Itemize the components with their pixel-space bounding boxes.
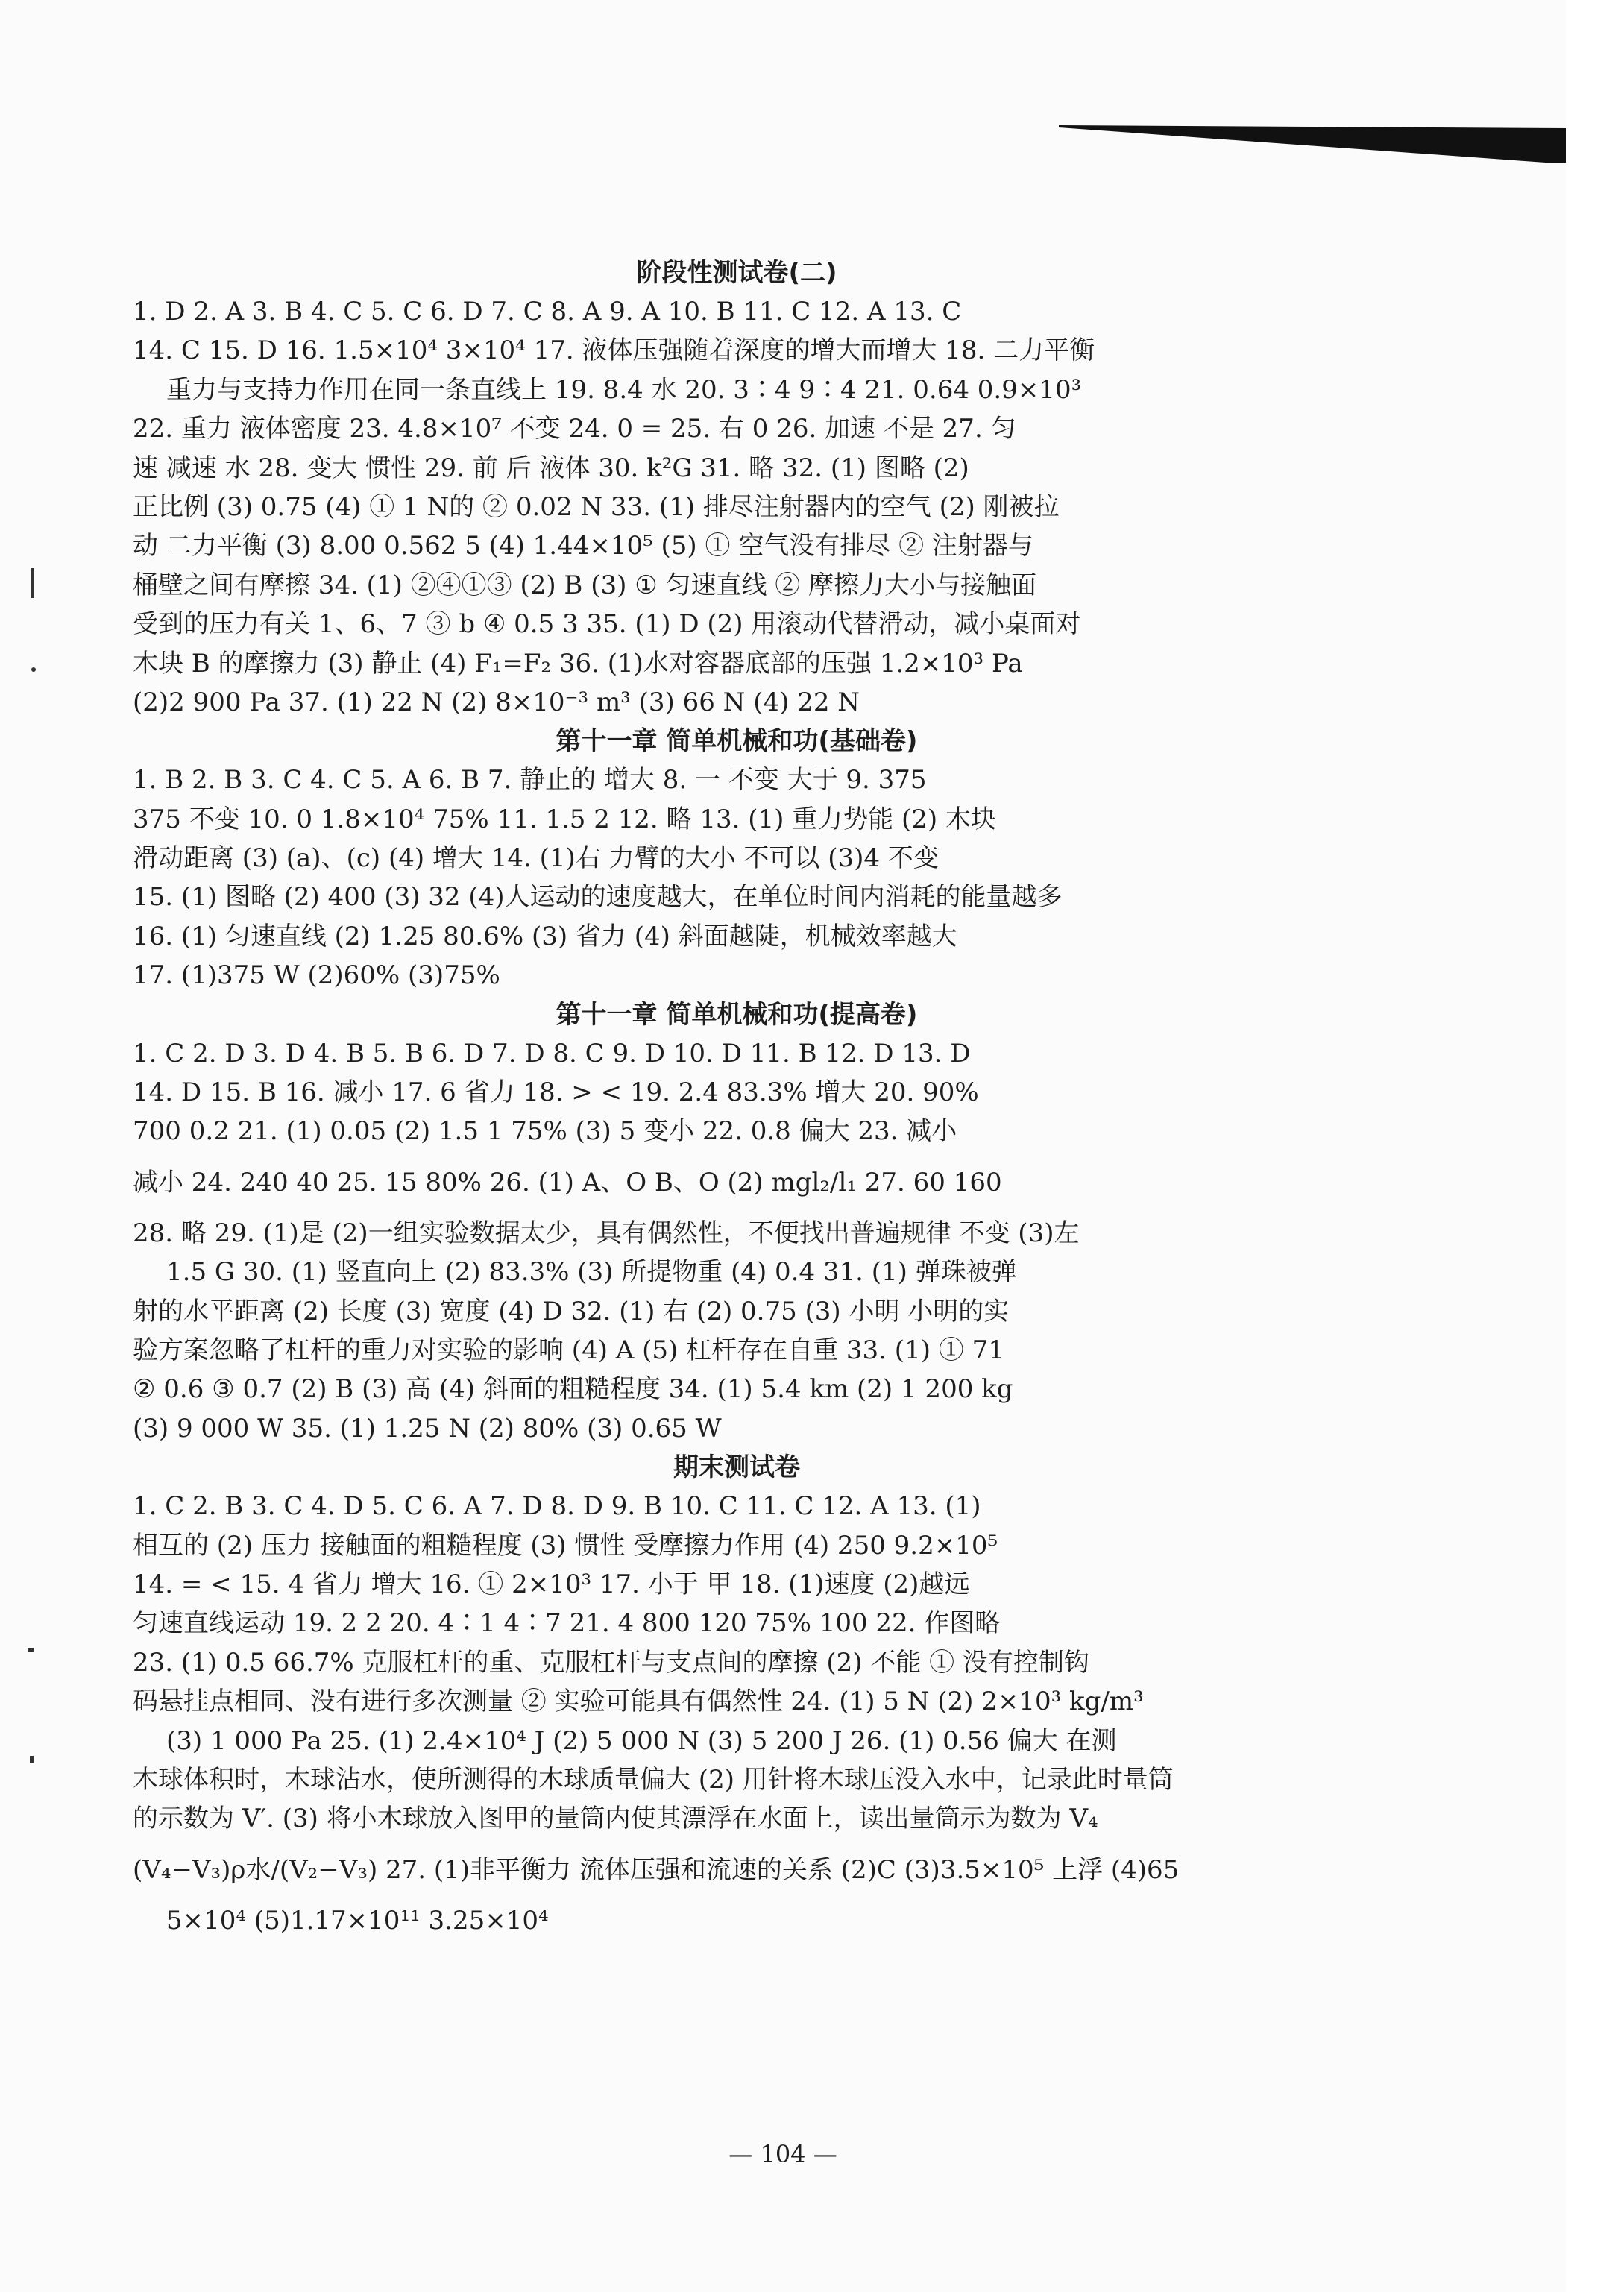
answer-line: 5×10⁴ (5)1.17×10¹¹ 3.25×10⁴	[166, 1905, 549, 1936]
answer-line: 木球体积时，木球沾水，使所测得的木球质量偏大 (2) 用针将木球压没入水中，记录此时量筒	[133, 1764, 1174, 1795]
answer-line: 1. B 2. B 3. C 4. C 5. A 6. B 7. 静止的 增大 8. 一 不变 大于 9. 375	[133, 765, 927, 796]
section-title: 第十一章 简单机械和功(提高卷)	[556, 999, 918, 1030]
margin-mark	[28, 1648, 34, 1652]
answer-line: 23. (1) 0.5 66.7% 克服杠杆的重、克服杠杆与支点间的摩擦 (2) 不能 ① 没有控制钩	[133, 1647, 1089, 1678]
margin-mark	[31, 568, 34, 598]
answer-line: 速 减速 水 28. 变大 惯性 29. 前 后 液体 30. k²G 31. 略 32. (1) 图略 (2)	[133, 453, 969, 483]
answer-line: 滑动距离 (3) (a)、(c) (4) 增大 14. (1)右 力臂的大小 不可以 (3)4 不变	[133, 843, 939, 874]
answer-line: 动 二力平衡 (3) 8.00 0.562 5 (4) 1.44×10⁵ (5) ① 空气没有排尽 ② 注射器与	[133, 531, 1033, 561]
answer-line: 1. C 2. B 3. C 4. D 5. C 6. A 7. D 8. D 9. B 10. C 11. C 12. A 13. (1)	[133, 1491, 981, 1522]
answer-line: 375 不变 10. 0 1.8×10⁴ 75% 11. 1.5 2 12. 略 13. (1) 重力势能 (2) 木块	[133, 804, 996, 834]
answer-line: 验方案忽略了杠杆的重力对实验的影响 (4) A (5) 杠杆存在自重 33. (1) ① 71	[133, 1335, 1004, 1365]
answer-line: 14. = < 15. 4 省力 增大 16. ① 2×10³ 17. 小于 甲 18. (1)速度 (2)越远	[133, 1569, 970, 1599]
corner-black-bar	[1059, 125, 1566, 163]
answer-line: ② 0.6 ③ 0.7 (2) B (3) 高 (4) 斜面的粗糙程度 34. (1) 5.4 km (2) 1 200 kg	[133, 1374, 1013, 1405]
answer-line: (V₄−V₃)ρ水/(V₂−V₃) 27. (1)非平衡力 流体压强和流速的关系 (2)C (3)3.5×10⁵ 上浮 (4)65	[133, 1854, 1180, 1885]
answer-line: 匀速直线运动 19. 2 2 20. 4∶1 4∶7 21. 4 800 120 75% 100 22. 作图略	[133, 1608, 1001, 1639]
answer-line: 17. (1)375 W (2)60% (3)75%	[133, 960, 500, 991]
section-title: 阶段性测试卷(二)	[636, 258, 837, 288]
answer-line: 的示数为 V′. (3) 将小木球放入图甲的量筒内使其漂浮在水面上，读出量筒示为数为 V₄	[133, 1804, 1098, 1834]
answer-line: 相互的 (2) 压力 接触面的粗糙程度 (3) 惯性 受摩擦力作用 (4) 250 9.2×10⁵	[133, 1530, 998, 1561]
answer-line: (3) 9 000 W 35. (1) 1.25 N (2) 80% (3) 0.65 W	[133, 1413, 722, 1443]
margin-mark	[31, 667, 36, 672]
answer-line: 22. 重力 液体密度 23. 4.8×10⁷ 不变 24. 0 = 25. 右 0 26. 加速 不是 27. 匀	[133, 414, 1016, 444]
answer-line: 减小 24. 240 40 25. 15 80% 26. (1) A、O B、O (2) mgl₂/l₁ 27. 60 160	[133, 1167, 1002, 1197]
answer-line: (3) 1 000 Pa 25. (1) 2.4×10⁴ J (2) 5 000 N (3) 5 200 J 26. (1) 0.56 偏大 在测	[166, 1725, 1117, 1756]
answer-line: 正比例 (3) 0.75 (4) ① 1 N的 ② 0.02 N 33. (1) 排尽注射器内的空气 (2) 刚被拉	[133, 491, 1060, 522]
answer-line: 桶壁之间有摩擦 34. (1) ②④①③ (2) B (3) ① 匀速直线 ② 摩擦力大小与接触面	[133, 570, 1037, 600]
answer-line: (2)2 900 Pa 37. (1) 22 N (2) 8×10⁻³ m³ (3) 66 N (4) 22 N	[133, 687, 860, 717]
answer-line: 15. (1) 图略 (2) 400 (3) 32 (4)人运动的速度越大，在单位时间内消耗的能量越多	[133, 882, 1063, 913]
answer-line: 木块 B 的摩擦力 (3) 静止 (4) F₁=F₂ 36. (1)水对容器底部的压强 1.2×10³ Pa	[133, 648, 1023, 679]
answer-line: 1. D 2. A 3. B 4. C 5. C 6. D 7. C 8. A 9. A 10. B 11. C 12. A 13. C	[133, 297, 962, 327]
answer-line: 1. C 2. D 3. D 4. B 5. B 6. D 7. D 8. C 9. D 10. D 11. B 12. D 13. D	[133, 1038, 971, 1068]
answer-key-content	[133, 254, 1341, 1940]
answer-line: 码悬挂点相同、没有进行多次测量 ② 实验可能具有偶然性 24. (1) 5 N (2) 2×10³ kg/m³	[133, 1687, 1144, 1717]
answer-line: 受到的压力有关 1、6、7 ③ b ④ 0.5 3 35. (1) D (2) 用滚动代替滑动，减小桌面对	[133, 609, 1081, 640]
answer-line: 28. 略 29. (1)是 (2)一组实验数据太少，具有偶然性，不便找出普遍规律 不变 (3)左	[133, 1218, 1080, 1248]
answer-line: 700 0.2 21. (1) 0.05 (2) 1.5 1 75% (3) 5 变小 22. 0.8 偏大 23. 减小	[133, 1116, 957, 1147]
answer-line: 射的水平距离 (2) 长度 (3) 宽度 (4) D 32. (1) 右 (2) 0.75 (3) 小明 小明的实	[133, 1296, 1010, 1326]
answer-line: 重力与支持力作用在同一条直线上 19. 8.4 水 20. 3∶4 9∶4 21. 0.64 0.9×10³	[166, 374, 1082, 405]
answer-line: 14. D 15. B 16. 减小 17. 6 省力 18. > < 19. 2.4 83.3% 增大 20. 90%	[133, 1077, 979, 1108]
answer-line: 1.5 G 30. (1) 竖直向上 (2) 83.3% (3) 所提物重 (4) 0.4 31. (1) 弹珠被弹	[166, 1257, 1017, 1288]
section-title: 第十一章 简单机械和功(基础卷)	[556, 726, 918, 757]
page-number: — 104 —	[728, 2140, 837, 2168]
section-title: 期末测试卷	[673, 1452, 800, 1483]
answer-line: 14. C 15. D 16. 1.5×10⁴ 3×10⁴ 17. 液体压强随着深度的增大而增大 18. 二力平衡	[133, 336, 1095, 366]
answer-line: 16. (1) 匀速直线 (2) 1.25 80.6% (3) 省力 (4) 斜面越陡，机械效率越大	[133, 921, 957, 951]
margin-mark	[30, 1756, 34, 1763]
